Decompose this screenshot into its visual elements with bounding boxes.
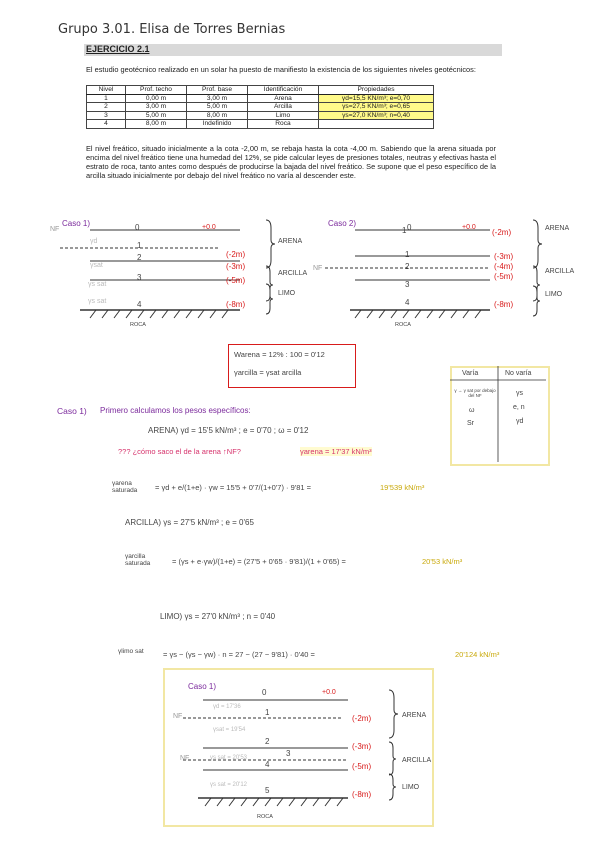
intro-text: El estudio geotécnico realizado en un solar ha puesto de manifiesto la existencia de los siguientes niveles geotécnicos: bbox=[86, 65, 476, 74]
case-1-summary-label: Caso 1) bbox=[188, 682, 217, 691]
table-cell: 5,00 m bbox=[126, 111, 187, 120]
layer-label: LIMO bbox=[545, 291, 563, 298]
table-header: Identificación bbox=[248, 86, 319, 95]
calc-question-answer: γarena = 17'37 kN/m³ bbox=[300, 447, 372, 456]
brace-arena bbox=[266, 220, 275, 268]
table-cell: Indefinido bbox=[187, 120, 248, 129]
elevation-label: (-5m) bbox=[226, 276, 246, 285]
elevation-label: (-2m) bbox=[492, 228, 512, 237]
table-row bbox=[87, 111, 434, 120]
layer-label: ARCILLA bbox=[545, 268, 575, 275]
varia-table-lines bbox=[450, 366, 550, 466]
elevation-label: (-4m) bbox=[494, 262, 514, 271]
case-1-label: Caso 1) bbox=[62, 219, 91, 228]
point-label: 2 bbox=[405, 262, 410, 271]
elevation-label: (-8m) bbox=[226, 300, 246, 309]
arcilla-sat-equation: = (γs + e·γw)/(1+e) = (27'5 + 0'65 · 9'81)/(1 + 0'65) = bbox=[172, 557, 346, 566]
table-cell: Arena bbox=[248, 94, 319, 103]
arena-sat-label: γarena saturada bbox=[112, 480, 138, 494]
brace-arcilla bbox=[389, 742, 396, 775]
calc-case-label: Caso 1) bbox=[57, 406, 87, 416]
zero-elevation: +0.0 bbox=[202, 224, 216, 231]
calc-intro: Primero calculamos los pesos específicos: bbox=[100, 406, 251, 415]
point-zero: 0 bbox=[407, 223, 412, 232]
gamma-value: γs sat = 20'53 bbox=[210, 755, 248, 761]
calc-arcilla: ARCILLA) γs = 27'5 kN/m³ ; e = 0'65 bbox=[125, 518, 254, 527]
limo-sat-equation: = γs − (γs − γw) · n = 27 − (27 − 9'81) · 0'40 = bbox=[163, 650, 315, 659]
table-cell: 3 bbox=[87, 111, 126, 120]
nf-label: NF bbox=[180, 755, 190, 762]
diagram-case-1-values bbox=[163, 668, 433, 826]
gamma-label: γd bbox=[90, 238, 98, 245]
layer-label: ARCILLA bbox=[278, 270, 308, 277]
point-label: 5 bbox=[265, 786, 270, 795]
table-cell: 4 bbox=[87, 120, 126, 129]
limo-sat-result: 20'124 kN/m³ bbox=[455, 650, 500, 659]
geotech-table bbox=[86, 85, 434, 129]
rock-hatch bbox=[355, 310, 481, 318]
rock-label: ROCA bbox=[130, 322, 146, 328]
varia-header: Varía bbox=[462, 370, 479, 377]
point-label: 4 bbox=[137, 300, 142, 309]
handwritten-title: Grupo 3.01. Elisa de Torres Bernias bbox=[58, 22, 286, 37]
elevation-label: (-3m) bbox=[226, 262, 246, 271]
rock-hatch bbox=[205, 798, 343, 806]
nf-label: NF bbox=[313, 265, 323, 272]
point-label: 1 bbox=[265, 708, 270, 717]
rock-hatch bbox=[90, 310, 228, 318]
no-varia-item: γd bbox=[516, 418, 524, 425]
point-label: 1 bbox=[137, 241, 142, 250]
arena-sat-equation: = γd + e/(1+e) · γw = 15'5 + 0'7/(1+0'7) · 9'81 = bbox=[155, 483, 312, 492]
arcilla-sat-label: γarcilla saturada bbox=[125, 553, 151, 567]
limo-sat-label: γlimo sat bbox=[118, 648, 144, 655]
table-row bbox=[87, 94, 434, 103]
gamma-value: γsat = 19'54 bbox=[213, 727, 246, 733]
gamma-value: γs sat = 20'12 bbox=[210, 782, 248, 788]
calc-arena: ARENA) γd = 15'5 kN/m³ ; e = 0'70 ; ω = 0'12 bbox=[148, 426, 309, 435]
table-cell: 3,00 m bbox=[187, 94, 248, 103]
nf-label: NF bbox=[173, 713, 183, 720]
problem-text: El nivel freático, situado inicialmente a la cota -2,00 m, se rebaja hasta la cota -4,00 m. Sabiendo que la arena situada por encima del nivel freático tiene una humedad del 12%, se pide calcular leyes de presiones totales, neutras y efectivas hasta el estrato de roca, tanto antes como después de producirse la bajada del nivel freático. Se supone que el peso específico de la arcilla situado inicialmente por debajo del nivel freático no varía al descender este. bbox=[86, 144, 497, 180]
brace-arena bbox=[389, 690, 398, 738]
table-cell: 5,00 m bbox=[187, 103, 248, 112]
table-header: Nivel bbox=[87, 86, 126, 95]
point-label: 2 bbox=[265, 737, 270, 746]
table-cell: 2 bbox=[87, 103, 126, 112]
table-cell: 3,00 m bbox=[126, 103, 187, 112]
point-label: 4 bbox=[265, 760, 270, 769]
calc-question: ??? ¿cómo saco el de la arena ↑NF? bbox=[118, 447, 241, 456]
brace-limo bbox=[389, 774, 396, 800]
table-header: Propiedades bbox=[319, 86, 434, 95]
elevation-label: (-2m) bbox=[226, 250, 246, 259]
elevation-label: (-3m) bbox=[352, 742, 372, 751]
table-header-row bbox=[87, 86, 434, 95]
table-cell: γs=27,0 KN/m³; n=0,40 bbox=[319, 111, 434, 120]
point-label: 2 bbox=[137, 253, 142, 262]
point-zero: 0 bbox=[262, 688, 267, 697]
diagram-case-1 bbox=[40, 218, 340, 338]
point-label: 4 bbox=[405, 298, 410, 307]
point-zero: 0 bbox=[135, 223, 140, 232]
arena-sat-result: 19'539 kN/m³ bbox=[380, 483, 425, 492]
no-varia-header: No varía bbox=[505, 370, 532, 377]
arcilla-sat-result: 20'53 kN/m³ bbox=[422, 557, 463, 566]
rock-label: ROCA bbox=[395, 322, 411, 328]
layer-label: ARCILLA bbox=[402, 757, 432, 764]
varia-item: Sr bbox=[467, 420, 474, 427]
no-varia-item: e, n bbox=[513, 404, 525, 411]
exercise-label: EJERCICIO 2.1 bbox=[86, 44, 150, 54]
table-row bbox=[87, 103, 434, 112]
elevation-label: (-5m) bbox=[352, 762, 372, 771]
elevation-label: (-2m) bbox=[352, 714, 372, 723]
table-cell: 0,00 m bbox=[126, 94, 187, 103]
table-cell: 8,00 m bbox=[126, 120, 187, 129]
red-box-line-2: γarcilla = γsat arcilla bbox=[234, 368, 302, 377]
elevation-label: (-8m) bbox=[494, 300, 514, 309]
zero-elevation: +0.0 bbox=[322, 689, 336, 696]
gamma-label: γs sat bbox=[88, 281, 107, 288]
elevation-label: (-5m) bbox=[494, 272, 514, 281]
table-header: Prof. base bbox=[187, 86, 248, 95]
point-label: 3 bbox=[286, 749, 291, 758]
table-cell: Roca bbox=[248, 120, 319, 129]
table-cell: Arcilla bbox=[248, 103, 319, 112]
calc-limo: LIMO) γs = 27'0 kN/m³ ; n = 0'40 bbox=[160, 612, 276, 621]
layer-label: ARENA bbox=[402, 712, 427, 719]
table-cell: γs=27,5 KN/m³; e=0,65 bbox=[319, 103, 434, 112]
case-2-label: Caso 2) bbox=[328, 219, 357, 228]
layer-label: LIMO bbox=[402, 784, 420, 791]
rock-label: ROCA bbox=[257, 814, 273, 820]
brace-arena bbox=[533, 220, 542, 268]
table-cell: Limo bbox=[248, 111, 319, 120]
zero-elevation: +0.0 bbox=[462, 224, 476, 231]
point-label: 1 bbox=[402, 226, 407, 235]
no-varia-item: γs bbox=[516, 390, 523, 397]
table-header: Prof. techo bbox=[126, 86, 187, 95]
point-label: 1 bbox=[405, 250, 410, 259]
gamma-label: γsat bbox=[90, 262, 103, 269]
point-label: 3 bbox=[405, 280, 410, 289]
table-row bbox=[87, 120, 434, 129]
diagram-case-2 bbox=[315, 218, 575, 338]
point-label: 3 bbox=[137, 273, 142, 282]
layer-label: ARENA bbox=[278, 238, 303, 245]
table-cell: γd=15,5 KN/m³; e=0,70 bbox=[319, 94, 434, 103]
varia-item: ω bbox=[469, 407, 475, 414]
layer-label: LIMO bbox=[278, 290, 296, 297]
layer-label: ARENA bbox=[545, 225, 570, 232]
red-box-line-1: Warena = 12% : 100 = 0'12 bbox=[234, 350, 325, 359]
nf-label: NF bbox=[50, 226, 60, 233]
varia-item: γ → γ sat por debajo del NF bbox=[454, 388, 496, 398]
gamma-value: γd = 17'36 bbox=[213, 704, 241, 710]
table-cell: 1 bbox=[87, 94, 126, 103]
table-cell: 8,00 m bbox=[187, 111, 248, 120]
elevation-label: (-8m) bbox=[352, 790, 372, 799]
elevation-label: (-3m) bbox=[494, 252, 514, 261]
table-cell bbox=[319, 120, 434, 129]
gamma-label: γs sat bbox=[88, 298, 107, 305]
